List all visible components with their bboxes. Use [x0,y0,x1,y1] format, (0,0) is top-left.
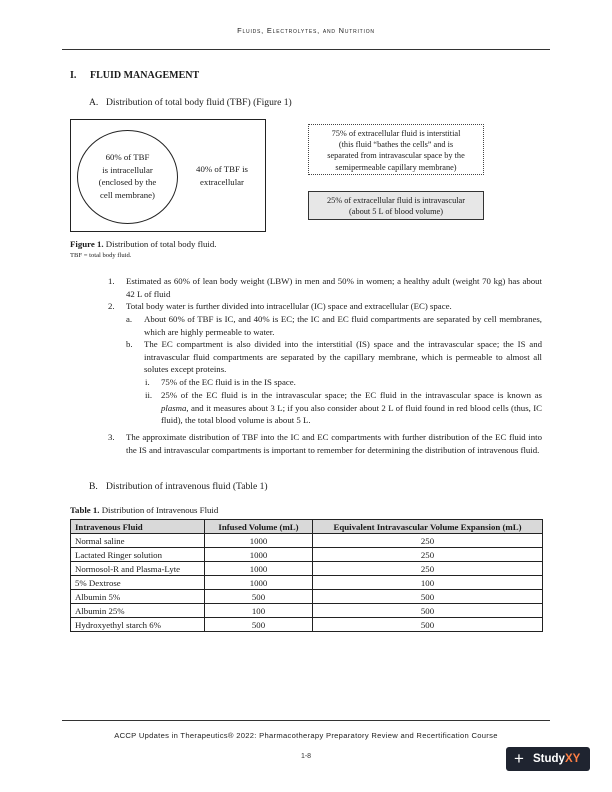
table-cell: 500 [313,618,543,632]
table-cell: 250 [313,548,543,562]
list-item: The approximate distribution of TBF into the IC and EC compartments with further distribution of the EC fluid into the IS and intravascular compartments is important to remember for determining the distribution of intravenous fluid. [126,432,542,455]
table-cell: 1000 [205,534,313,548]
list-item: Estimated as 60% of lean body weight (LBW) in men and 50% in women; a healthy adult (weight 70 kg) has about 42 L of fluid [126,276,542,299]
intracellular-line: (enclosed by the [98,177,157,187]
list-item: The EC compartment is also divided into the interstitial (IS) space and the intravascular space; the IS and intravascular fluid compartments are separated by the capillary membrane, which is permeable to almost all solutes except proteins. [144,339,542,375]
table-cell: Normosol-R and Plasma-Lyte [71,562,205,576]
table-cell: 100 [205,604,313,618]
figure-caption-text: Distribution of total body fluid. [105,239,217,249]
section-heading [70,70,199,81]
table-cell: 1000 [205,562,313,576]
column-header: Intravenous Fluid [71,520,205,534]
figure-caption [70,239,216,249]
table-caption [70,505,218,515]
running-footer: ACCP Updates in Therapeutics® 2022: Pharmacotherapy Preparatory Review and Recertification Course [114,731,498,740]
subsection-b-heading [89,481,268,492]
intravascular-line: 25% of extracellular fluid is intravascular [327,195,465,205]
table-cell: Lactated Ringer solution [71,548,205,562]
studyxy-logo-text [533,747,580,771]
table-row [71,590,543,604]
interstitial-line: (this fluid “bathes the cells” and is [338,140,454,150]
table-cell: 1000 [205,548,313,562]
interstitial-box [308,124,484,175]
iv-fluid-table [70,519,543,632]
list-item: About 60% of TBF is IC, and 40% is EC; the IC and EC fluid compartments are separated by cell membranes, which are highly permeable to water. [144,314,542,337]
table-cell: Albumin 5% [71,590,205,604]
list-roman: i. [145,377,150,387]
interstitial-line: separated from intravascular space by the [327,151,465,161]
intracellular-label [77,151,178,201]
footer-divider [62,720,550,721]
intracellular-line: is intracellular [102,164,153,175]
figure-caption-label: Figure 1. [70,239,104,249]
intracellular-line: 60% of TBF [105,152,150,162]
list-item: Total body water is further divided into intracellular (IC) space and extracellular (EC) space. [126,301,452,311]
running-header: Fluids, Electrolytes, and Nutrition [237,26,375,35]
intravascular-line: (about 5 L of blood volume) [349,206,443,216]
plasma-term: plasma [161,402,187,413]
section-number: I. [70,70,77,81]
table-row [71,604,543,618]
table-caption-text: Distribution of Intravenous Fluid [101,505,219,515]
table-cell: 5% Dextrose [71,576,205,590]
logo-xy: XY [564,753,581,765]
table-row [71,534,543,548]
table-row [71,548,543,562]
list-number: 3. [108,432,115,442]
list-letter: b. [126,339,133,349]
table-row [71,576,543,590]
table-cell: 500 [205,618,313,632]
column-header: Infused Volume (mL) [205,520,313,534]
list-letter: a. [126,314,133,324]
subsection-a-title: Distribution of total body fluid (TBF) (Figure 1) [106,97,292,108]
table-cell: Hydroxyethyl starch 6% [71,618,205,632]
subsection-b-title: Distribution of intravenous fluid (Table 1) [106,481,268,492]
page-number: 1-8 [300,753,312,760]
interstitial-line: semipermeable capillary membrane) [335,162,457,172]
studyxy-badge[interactable] [506,747,590,771]
intracellular-line: cell membrane) [100,189,155,200]
extracellular-line: 40% of TBF is [196,164,248,174]
table-header-row [71,520,543,534]
subsection-b-letter: B. [89,481,98,492]
logo-study: Study [533,753,565,765]
subsection-a-letter: A. [89,97,99,108]
table-cell: 500 [313,604,543,618]
list-item: 75% of the EC fluid is in the IS space. [161,377,296,387]
interstitial-line: 75% of extracellular fluid is interstitial [331,129,461,138]
table-cell: 1000 [205,576,313,590]
column-header: Equivalent Intravascular Volume Expansion (mL) [313,520,543,534]
figure-abbreviation-note: TBF = total body fluid. [70,252,132,259]
header-divider [62,49,550,50]
table-row [71,618,543,632]
list-number: 1. [108,276,115,286]
table-cell: 250 [313,534,543,548]
table-cell: 100 [313,576,543,590]
table-cell: Albumin 25% [71,604,205,618]
table-cell: Normal saline [71,534,205,548]
list-item-text: , and it measures about 3 L; if you also consider about 2 L of fluid found in red blood cells (thus, IC fluid), the total blood volume is about 5 L. [161,402,542,426]
list-item [161,389,542,427]
subsection-a-heading [89,97,292,108]
plus-icon: + [514,749,524,768]
list-roman: ii. [145,390,153,400]
list-number: 2. [108,301,115,311]
table-cell: 500 [205,590,313,604]
table-caption-label: Table 1. [70,505,100,515]
section-title: FLUID MANAGEMENT [90,70,200,81]
table-cell: 250 [313,562,543,576]
table-cell: 500 [313,590,543,604]
extracellular-line: extracellular [200,176,244,187]
list-item-text: 25% of the EC fluid is in the intravascular space; the EC fluid in the intravascular space is known as [161,390,542,400]
intravascular-box [308,191,484,220]
table-row [71,562,543,576]
extracellular-label [178,163,266,188]
